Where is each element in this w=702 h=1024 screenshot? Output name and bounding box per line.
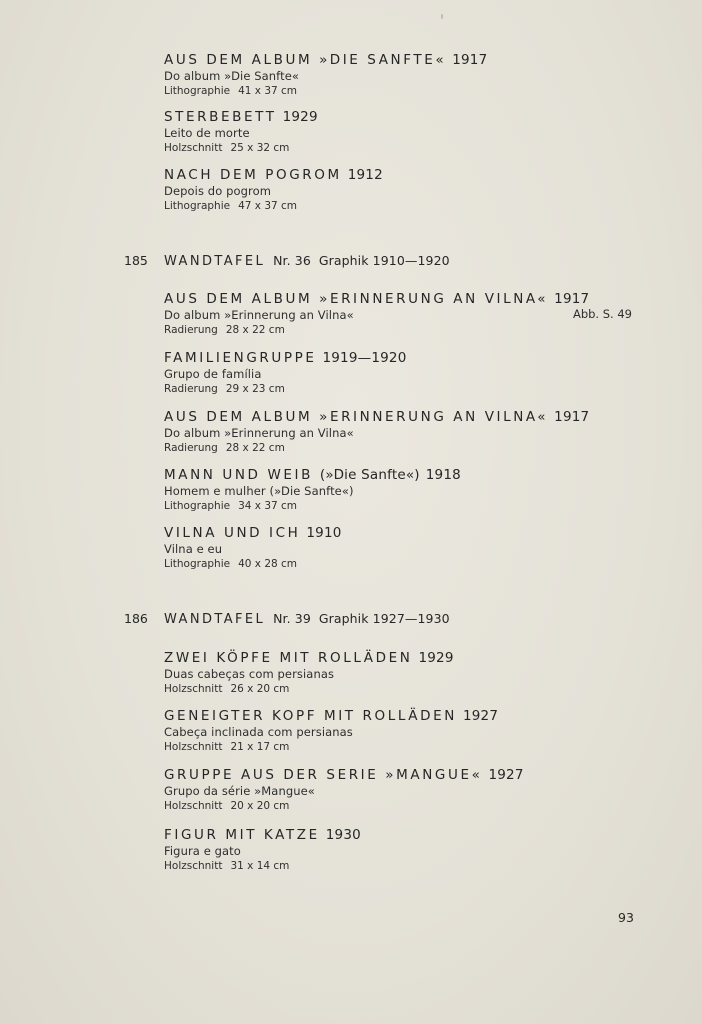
catalog-entry <box>164 108 644 156</box>
entry-dimensions: 29 x 23 cm <box>225 383 285 395</box>
entry-subtitle: Do album »Die Sanfte« <box>164 69 300 83</box>
entry-technique-line <box>164 323 644 338</box>
entry-title-extra: (»Die Sanfte«) <box>319 467 420 483</box>
entry-title-line <box>164 707 644 725</box>
entry-title: STERBEBETT <box>164 109 277 125</box>
entry-technique-line <box>164 382 644 397</box>
entry-subtitle: Duas cabeças com persianas <box>164 667 335 681</box>
entry-title: AUS DEM ALBUM »DIE SANFTE« <box>164 52 447 68</box>
entry-year: 1912 <box>347 167 383 183</box>
entry-year: 1919—1920 <box>322 350 407 366</box>
entry-dimensions: 40 x 28 cm <box>238 558 298 570</box>
entry-technique: Holzschnitt <box>164 741 223 753</box>
entry-title-line <box>164 766 644 784</box>
section-nr: Nr. 36 <box>273 253 311 268</box>
entry-year: 1930 <box>325 827 361 843</box>
entry-title: MANN UND WEIB <box>164 467 313 483</box>
entry-year: 1927 <box>462 708 499 724</box>
catalog-entry <box>164 766 644 814</box>
section-number: 186 <box>124 611 148 626</box>
entry-year: 1929 <box>282 109 318 125</box>
entry-dimensions: 28 x 22 cm <box>225 324 285 336</box>
entry-technique: Radierung <box>164 324 218 336</box>
entry-subtitle: Do album »Erinnerung an Vilna« <box>164 308 354 322</box>
entry-technique: Lithographie <box>164 85 231 97</box>
entry-subtitle: Cabeça inclinada com persianas <box>164 725 353 739</box>
section-nr: Nr. 39 <box>273 611 311 626</box>
catalog-entry <box>164 649 644 697</box>
entry-title: GENEIGTER KOPF MIT ROLLÄDEN <box>164 708 457 724</box>
entry-dimensions: 21 x 17 cm <box>230 741 290 753</box>
entry-technique: Lithographie <box>164 200 231 212</box>
entry-subtitle: Grupo da série »Mangue« <box>164 784 315 798</box>
catalog-entry <box>164 524 644 572</box>
entry-year: 1910 <box>306 525 342 541</box>
catalog-entry <box>164 166 644 214</box>
entry-technique: Lithographie <box>164 558 231 570</box>
entry-title-line <box>164 349 644 367</box>
section-header-185 <box>124 252 644 271</box>
entry-dimensions: 28 x 22 cm <box>225 442 285 454</box>
entry-subtitle: Leito de morte <box>164 126 250 140</box>
section-number: 185 <box>124 253 148 268</box>
entry-subtitle: Homem e mulher (»Die Sanfte«) <box>164 484 354 498</box>
entry-technique-line <box>164 84 644 99</box>
illustration-reference: Abb. S. 49 <box>572 307 632 321</box>
entry-technique-line <box>164 682 644 697</box>
entry-technique-line <box>164 557 644 572</box>
entry-subtitle: Figura e gato <box>164 844 241 858</box>
entry-technique-line <box>164 141 644 156</box>
entry-technique: Radierung <box>164 383 218 395</box>
catalog-entry <box>164 51 644 99</box>
entry-title: FAMILIENGRUPPE <box>164 350 317 366</box>
entry-technique-line <box>164 441 644 456</box>
entry-dimensions: 34 x 37 cm <box>238 500 298 512</box>
entry-year: 1929 <box>418 650 454 666</box>
entry-year: 1927 <box>488 767 524 783</box>
entry-title: AUS DEM ALBUM »ERINNERUNG AN VILNA« <box>164 291 549 307</box>
section-title: WANDTAFEL <box>164 612 266 627</box>
entry-title: ZWEI KÖPFE MIT ROLLÄDEN <box>164 650 413 666</box>
entry-technique-line <box>164 199 644 214</box>
catalog-entry <box>164 349 644 397</box>
catalog-entry <box>164 707 644 755</box>
entry-year: 1918 <box>425 467 461 483</box>
page-number: 93 <box>618 910 634 925</box>
entry-technique-line <box>164 499 644 514</box>
entry-title: GRUPPE AUS DER SERIE »MANGUE« <box>164 767 483 783</box>
entry-title-line <box>164 466 644 484</box>
entry-technique: Holzschnitt <box>164 683 223 695</box>
entry-title: VILNA UND ICH <box>164 525 301 541</box>
entry-title-line <box>164 524 644 542</box>
entry-year: 1917 <box>554 409 590 425</box>
catalog-entry <box>164 466 644 514</box>
entry-dimensions: 25 x 32 cm <box>230 142 290 154</box>
entry-technique-line <box>164 799 644 814</box>
entry-dimensions: 31 x 14 cm <box>230 860 290 872</box>
catalog-entry <box>164 826 644 874</box>
entry-subtitle: Depois do pogrom <box>164 184 272 198</box>
entry-title-line <box>164 108 644 126</box>
entry-technique: Holzschnitt <box>164 860 223 872</box>
entry-title-line <box>164 408 644 426</box>
entry-title-line <box>164 166 644 184</box>
section-header-186 <box>124 610 644 629</box>
section-kind: Graphik 1910—1920 <box>318 253 450 268</box>
entry-technique: Holzschnitt <box>164 800 223 812</box>
entry-title-line <box>164 51 644 69</box>
entry-year: 1917 <box>554 291 590 307</box>
entry-title-line <box>164 826 644 844</box>
entry-technique-line <box>164 859 644 874</box>
entry-title-line <box>164 649 644 667</box>
entry-title: FIGUR MIT KATZE <box>164 827 320 843</box>
entry-dimensions: 26 x 20 cm <box>230 683 290 695</box>
entry-dimensions: 47 x 37 cm <box>238 200 298 212</box>
entry-subtitle: Do album »Erinnerung an Vilna« <box>164 426 354 440</box>
catalog-entry <box>164 408 644 456</box>
entry-subtitle: Grupo de família <box>164 367 262 381</box>
entry-title: AUS DEM ALBUM »ERINNERUNG AN VILNA« <box>164 409 549 425</box>
entry-technique: Radierung <box>164 442 218 454</box>
section-kind: Graphik 1927—1930 <box>318 611 450 626</box>
entry-title: NACH DEM POGROM <box>164 167 342 183</box>
entry-year: 1917 <box>452 52 488 68</box>
entry-dimensions: 20 x 20 cm <box>230 800 290 812</box>
entry-title-line <box>164 290 644 308</box>
paper-speck <box>441 14 443 19</box>
entry-technique-line <box>164 740 644 755</box>
entry-technique: Holzschnitt <box>164 142 223 154</box>
section-title: WANDTAFEL <box>164 254 266 269</box>
entry-technique: Lithographie <box>164 500 231 512</box>
entry-dimensions: 41 x 37 cm <box>238 85 298 97</box>
entry-subtitle: Vilna e eu <box>164 542 223 556</box>
